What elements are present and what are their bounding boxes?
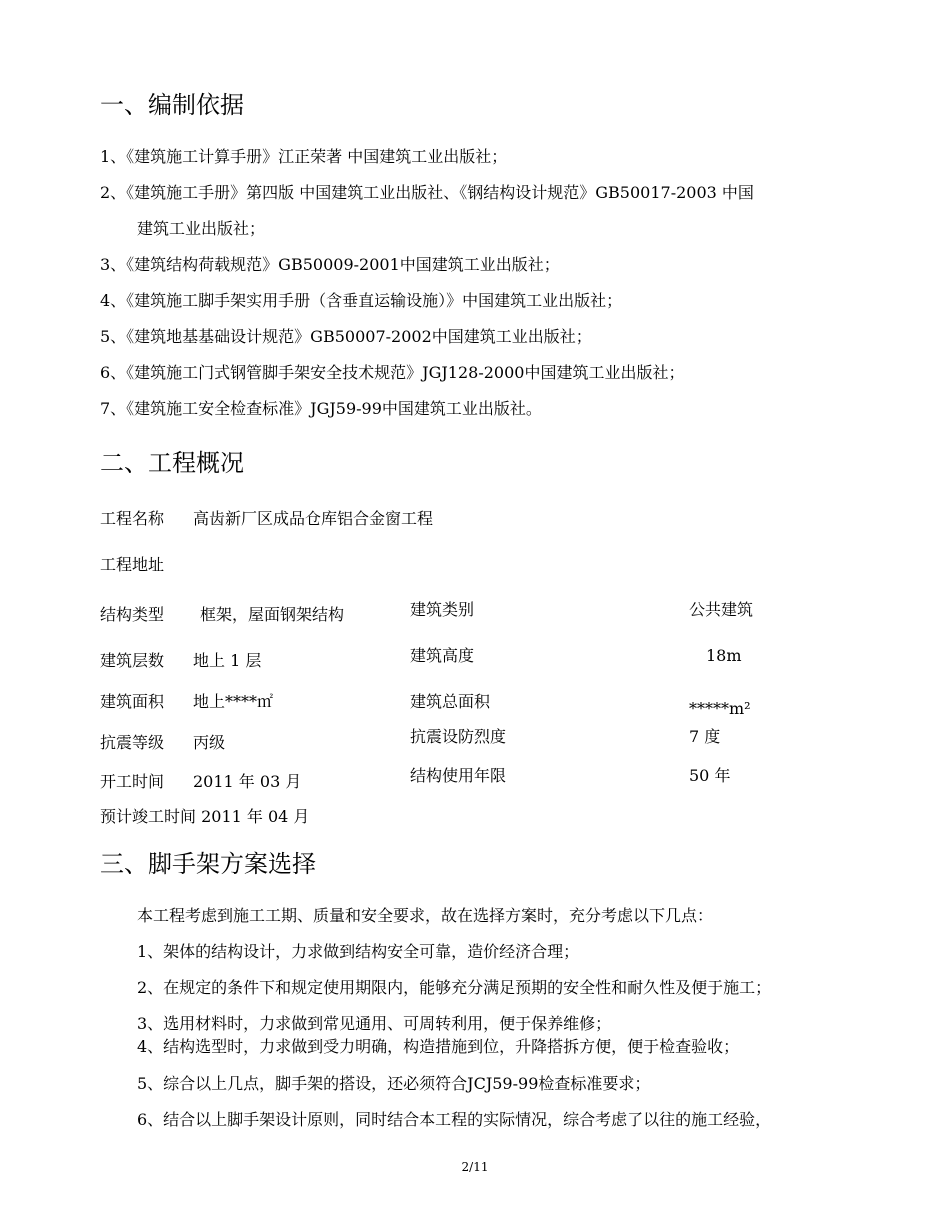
seismic-grade-label: 抗震等级 bbox=[100, 733, 165, 752]
list-item: 6、《建筑施工门式钢管脚手架安全技术规范》JGJ128-2000中国建筑工业出版社； bbox=[100, 363, 685, 382]
seismic-grade-value: 丙级 bbox=[193, 733, 226, 752]
building-floors-value: 地上 1 层 bbox=[193, 651, 262, 670]
list-item: 5、综合以上几点，脚手架的搭设，还必须符合JCJ59-99检查标准要求； bbox=[137, 1074, 651, 1093]
list-item: 4、结构选型时，力求做到受力明确，构造措施到位，升降搭拆方便，便于检查验收； bbox=[137, 1037, 740, 1056]
completion-date: 预计竣工时间 2011 年 04 月 bbox=[100, 807, 310, 826]
seismic-intensity-label: 抗震设防烈度 bbox=[410, 727, 507, 746]
section-heading-basis: 一、编制依据 bbox=[100, 91, 244, 119]
list-item: 4、《建筑施工脚手架实用手册（含垂直运输设施）》中国建筑工业出版社； bbox=[100, 291, 623, 310]
list-item: 5、《建筑地基基础设计规范》GB50007-2002中国建筑工业出版社； bbox=[100, 327, 592, 346]
list-item: 3、选用材料时，力求做到常见通用、可周转利用，便于保养维修； bbox=[137, 1014, 612, 1033]
service-life-value: 50 年 bbox=[689, 766, 731, 785]
project-name-value: 高齿新厂区成品仓库铝合金窗工程 bbox=[193, 509, 434, 528]
list-item: 2、在规定的条件下和规定使用期限内，能够充分满足预期的安全性和耐久性及便于施工； bbox=[137, 978, 772, 997]
total-area-value: *****m² bbox=[689, 699, 751, 718]
list-item: 1、《建筑施工计算手册》江正荣著 中国建筑工业出版社； bbox=[100, 147, 508, 166]
start-date-value: 2011 年 03 月 bbox=[193, 772, 302, 791]
project-name-label: 工程名称 bbox=[100, 509, 165, 528]
page-number: 2/11 bbox=[461, 1160, 489, 1174]
building-height-label: 建筑高度 bbox=[410, 646, 475, 665]
seismic-intensity-value: 7 度 bbox=[689, 727, 721, 746]
structure-type-label: 结构类型 bbox=[100, 605, 165, 624]
total-area-label: 建筑总面积 bbox=[410, 692, 491, 711]
building-category-value: 公共建筑 bbox=[689, 600, 754, 619]
list-item: 6、结合以上脚手架设计原则，同时结合本工程的实际情况，综合考虑了以往的施工经验， bbox=[137, 1110, 772, 1129]
structure-type-value: 框架，屋面钢架结构 bbox=[200, 605, 345, 624]
section-heading-scaffold-plan: 三、脚手架方案选择 bbox=[100, 850, 316, 878]
service-life-label: 结构使用年限 bbox=[410, 766, 507, 785]
building-area-value: 地上****㎡ bbox=[193, 692, 274, 711]
project-address-label: 工程地址 bbox=[100, 555, 165, 574]
list-item: 3、《建筑结构荷载规范》GB50009-2001中国建筑工业出版社； bbox=[100, 255, 560, 274]
building-area-label: 建筑面积 bbox=[100, 692, 165, 711]
section-heading-overview: 二、工程概况 bbox=[100, 449, 244, 477]
list-item: 1、架体的结构设计，力求做到结构安全可靠，造价经济合理； bbox=[137, 942, 580, 961]
building-floors-label: 建筑层数 bbox=[100, 651, 165, 670]
start-date-label: 开工时间 bbox=[100, 772, 165, 791]
section-intro: 本工程考虑到施工工期、质量和安全要求，故在选择方案时，充分考虑以下几点： bbox=[137, 906, 714, 925]
list-item-continuation: 建筑工业出版社； bbox=[137, 219, 266, 238]
list-item: 7、《建筑施工安全检查标准》JGJ59-99中国建筑工业出版社。 bbox=[100, 399, 542, 418]
list-item: 2、《建筑施工手册》第四版 中国建筑工业出版社、《钢结构设计规范》GB50017-2003 中国 bbox=[100, 183, 754, 202]
building-height-value: 18m bbox=[706, 646, 742, 665]
building-category-label: 建筑类别 bbox=[410, 600, 475, 619]
